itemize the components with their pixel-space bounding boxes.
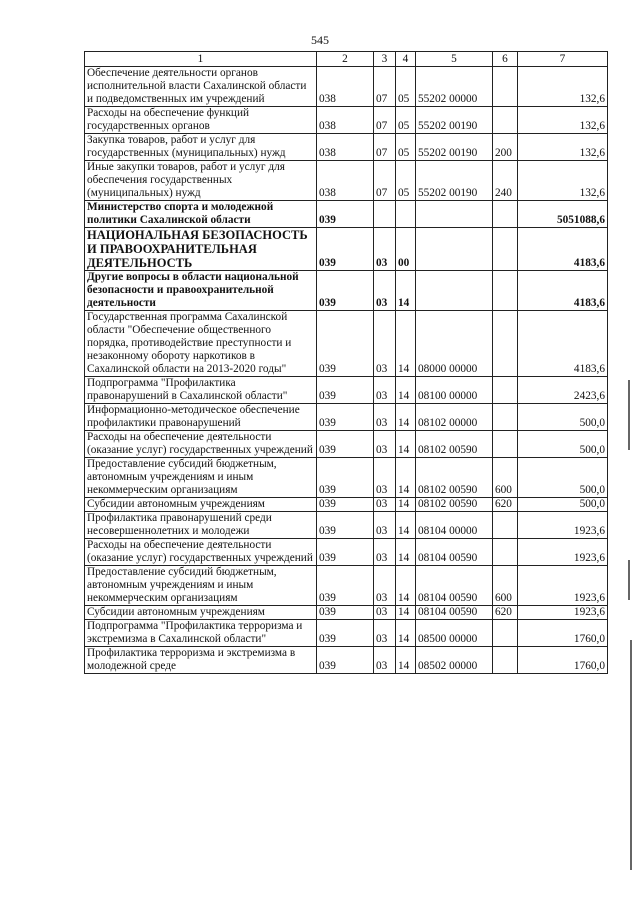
table-body — [85, 67, 608, 674]
cell-expense-type — [493, 201, 518, 228]
column-header-6: 6 — [493, 52, 518, 67]
cell-ministry-code: 039 — [317, 620, 374, 647]
cell-target-article: 55202 00190 — [416, 134, 493, 161]
cell-subsection: 05 — [396, 134, 416, 161]
cell-section — [374, 201, 396, 228]
cell-subsection: 14 — [396, 539, 416, 566]
cell-amount: 132,6 — [518, 67, 608, 107]
cell-subsection — [396, 201, 416, 228]
cell-name: Профилактика правонарушений среди несовершеннолетних и молодежи — [85, 512, 317, 539]
cell-name: НАЦИОНАЛЬНАЯ БЕЗОПАСНОСТЬ И ПРАВООХРАНИТЕЛЬНАЯ ДЕЯТЕЛЬНОСТЬ — [85, 228, 317, 271]
cell-ministry-code: 039 — [317, 566, 374, 606]
cell-expense-type — [493, 67, 518, 107]
cell-ministry-code: 039 — [317, 498, 374, 512]
cell-expense-type: 240 — [493, 161, 518, 201]
cell-ministry-code: 039 — [317, 377, 374, 404]
scan-edge-mark — [628, 380, 630, 450]
cell-subsection: 14 — [396, 404, 416, 431]
cell-ministry-code: 039 — [317, 606, 374, 620]
cell-section: 03 — [374, 647, 396, 674]
cell-section: 03 — [374, 512, 396, 539]
cell-ministry-code: 039 — [317, 431, 374, 458]
cell-name: Закупка товаров, работ и услуг для государственных (муниципальных) нужд — [85, 134, 317, 161]
cell-target-article: 08000 00000 — [416, 311, 493, 377]
cell-section: 03 — [374, 228, 396, 271]
table-row — [85, 404, 608, 431]
table-row — [85, 161, 608, 201]
cell-subsection: 14 — [396, 647, 416, 674]
page-number: 545 — [311, 33, 329, 47]
cell-amount: 500,0 — [518, 404, 608, 431]
cell-target-article: 08100 00000 — [416, 377, 493, 404]
cell-amount: 132,6 — [518, 107, 608, 134]
table-row — [85, 377, 608, 404]
cell-target-article — [416, 228, 493, 271]
cell-name: Подпрограмма "Профилактика терроризма и экстремизма в Сахалинской области" — [85, 620, 317, 647]
cell-target-article: 55202 00190 — [416, 161, 493, 201]
cell-target-article: 55202 00190 — [416, 107, 493, 134]
cell-amount: 500,0 — [518, 498, 608, 512]
cell-expense-type — [493, 271, 518, 311]
cell-name: Предоставление субсидий бюджетным, автономным учреждениям и иным некоммерческим организациям — [85, 458, 317, 498]
cell-ministry-code: 039 — [317, 311, 374, 377]
cell-amount: 1760,0 — [518, 647, 608, 674]
column-header-3: 3 — [374, 52, 396, 67]
cell-expense-type: 600 — [493, 458, 518, 498]
column-header-1: 1 — [85, 52, 317, 67]
cell-amount: 4183,6 — [518, 271, 608, 311]
cell-name: Субсидии автономным учреждениям — [85, 498, 317, 512]
column-header-7: 7 — [518, 52, 608, 67]
cell-section: 03 — [374, 377, 396, 404]
cell-target-article: 08500 00000 — [416, 620, 493, 647]
cell-expense-type — [493, 311, 518, 377]
cell-name: Профилактика терроризма и экстремизма в молодежной среде — [85, 647, 317, 674]
cell-section: 07 — [374, 134, 396, 161]
cell-ministry-code: 039 — [317, 404, 374, 431]
cell-section: 07 — [374, 67, 396, 107]
cell-ministry-code: 039 — [317, 271, 374, 311]
cell-section: 03 — [374, 566, 396, 606]
cell-subsection: 05 — [396, 67, 416, 107]
cell-name: Расходы на обеспечение деятельности (оказание услуг) государственных учреждений — [85, 431, 317, 458]
cell-name: Подпрограмма "Профилактика правонарушений в Сахалинской области" — [85, 377, 317, 404]
column-header-4: 4 — [396, 52, 416, 67]
cell-ministry-code: 039 — [317, 201, 374, 228]
cell-ministry-code: 038 — [317, 134, 374, 161]
cell-subsection: 14 — [396, 311, 416, 377]
cell-name: Расходы на обеспечение функций государственных органов — [85, 107, 317, 134]
table-row — [85, 107, 608, 134]
cell-amount: 1760,0 — [518, 620, 608, 647]
table-row — [85, 67, 608, 107]
cell-subsection: 14 — [396, 498, 416, 512]
cell-name: Субсидии автономным учреждениям — [85, 606, 317, 620]
cell-subsection: 14 — [396, 566, 416, 606]
cell-subsection: 14 — [396, 431, 416, 458]
table-row — [85, 606, 608, 620]
cell-subsection: 14 — [396, 377, 416, 404]
cell-section: 03 — [374, 620, 396, 647]
cell-amount: 132,6 — [518, 134, 608, 161]
cell-subsection: 14 — [396, 271, 416, 311]
table-row — [85, 458, 608, 498]
header-row — [85, 52, 608, 67]
cell-ministry-code: 039 — [317, 458, 374, 498]
cell-ministry-code: 038 — [317, 107, 374, 134]
cell-name: Информационно-методическое обеспечение профилактики правонарушений — [85, 404, 317, 431]
cell-amount: 1923,6 — [518, 566, 608, 606]
cell-expense-type — [493, 647, 518, 674]
cell-ministry-code: 038 — [317, 161, 374, 201]
cell-ministry-code: 039 — [317, 647, 374, 674]
cell-expense-type — [493, 377, 518, 404]
cell-amount: 4183,6 — [518, 311, 608, 377]
cell-section: 07 — [374, 161, 396, 201]
cell-amount: 1923,6 — [518, 512, 608, 539]
cell-expense-type — [493, 228, 518, 271]
table-row — [85, 311, 608, 377]
table-row — [85, 228, 608, 271]
cell-name: Иные закупки товаров, работ и услуг для обеспечения государственных (муниципальных) нужд — [85, 161, 317, 201]
cell-amount: 4183,6 — [518, 228, 608, 271]
cell-expense-type: 200 — [493, 134, 518, 161]
cell-amount: 500,0 — [518, 458, 608, 498]
cell-ministry-code: 038 — [317, 67, 374, 107]
cell-target-article: 08104 00590 — [416, 566, 493, 606]
scan-edge-mark — [630, 640, 632, 870]
cell-expense-type — [493, 107, 518, 134]
cell-section: 03 — [374, 458, 396, 498]
table-row — [85, 539, 608, 566]
cell-subsection: 05 — [396, 107, 416, 134]
table-row — [85, 134, 608, 161]
cell-expense-type — [493, 539, 518, 566]
cell-subsection: 05 — [396, 161, 416, 201]
table-row — [85, 498, 608, 512]
cell-target-article: 08104 00590 — [416, 539, 493, 566]
table-row — [85, 431, 608, 458]
table-row — [85, 271, 608, 311]
cell-target-article: 08104 00000 — [416, 512, 493, 539]
cell-target-article: 08104 00590 — [416, 606, 493, 620]
table-row — [85, 201, 608, 228]
cell-expense-type: 620 — [493, 498, 518, 512]
table-row — [85, 647, 608, 674]
cell-subsection: 00 — [396, 228, 416, 271]
cell-name: Министерство спорта и молодежной политики Сахалинской области — [85, 201, 317, 228]
cell-amount: 2423,6 — [518, 377, 608, 404]
cell-name: Другие вопросы в области национальной безопасности и правоохранительной деятельности — [85, 271, 317, 311]
cell-expense-type: 600 — [493, 566, 518, 606]
cell-expense-type — [493, 620, 518, 647]
cell-subsection: 14 — [396, 620, 416, 647]
scan-edge-mark — [628, 560, 630, 600]
cell-amount: 1923,6 — [518, 606, 608, 620]
column-header-2: 2 — [317, 52, 374, 67]
cell-expense-type — [493, 404, 518, 431]
cell-expense-type: 620 — [493, 606, 518, 620]
cell-target-article — [416, 271, 493, 311]
cell-target-article: 08502 00000 — [416, 647, 493, 674]
table-row — [85, 620, 608, 647]
cell-amount: 1923,6 — [518, 539, 608, 566]
cell-target-article: 08102 00590 — [416, 458, 493, 498]
cell-amount: 5051088,6 — [518, 201, 608, 228]
cell-target-article: 08102 00590 — [416, 498, 493, 512]
cell-section: 07 — [374, 107, 396, 134]
cell-section: 03 — [374, 498, 396, 512]
cell-name: Расходы на обеспечение деятельности (оказание услуг) государственных учреждений — [85, 539, 317, 566]
cell-name: Предоставление субсидий бюджетным, автономным учреждениям и иным некоммерческим организациям — [85, 566, 317, 606]
column-header-5: 5 — [416, 52, 493, 67]
cell-expense-type — [493, 512, 518, 539]
cell-ministry-code: 039 — [317, 539, 374, 566]
table-row — [85, 512, 608, 539]
cell-section: 03 — [374, 271, 396, 311]
budget-table — [84, 51, 608, 674]
cell-target-article — [416, 201, 493, 228]
table-row — [85, 566, 608, 606]
cell-section: 03 — [374, 539, 396, 566]
cell-section: 03 — [374, 311, 396, 377]
cell-expense-type — [493, 431, 518, 458]
cell-subsection: 14 — [396, 606, 416, 620]
cell-target-article: 55202 00000 — [416, 67, 493, 107]
cell-target-article: 08102 00000 — [416, 404, 493, 431]
cell-amount: 500,0 — [518, 431, 608, 458]
cell-section: 03 — [374, 404, 396, 431]
cell-amount: 132,6 — [518, 161, 608, 201]
cell-subsection: 14 — [396, 458, 416, 498]
cell-name: Государственная программа Сахалинской области "Обеспечение общественного порядка, противодействие преступности и незаконному обороту наркотиков в Сахалинской области на 2013-2020 годы" — [85, 311, 317, 377]
cell-subsection: 14 — [396, 512, 416, 539]
cell-section: 03 — [374, 606, 396, 620]
cell-name: Обеспечение деятельности органов исполнительной власти Сахалинской области и подведомственных им учреждений — [85, 67, 317, 107]
cell-ministry-code: 039 — [317, 228, 374, 271]
cell-section: 03 — [374, 431, 396, 458]
cell-target-article: 08102 00590 — [416, 431, 493, 458]
cell-ministry-code: 039 — [317, 512, 374, 539]
